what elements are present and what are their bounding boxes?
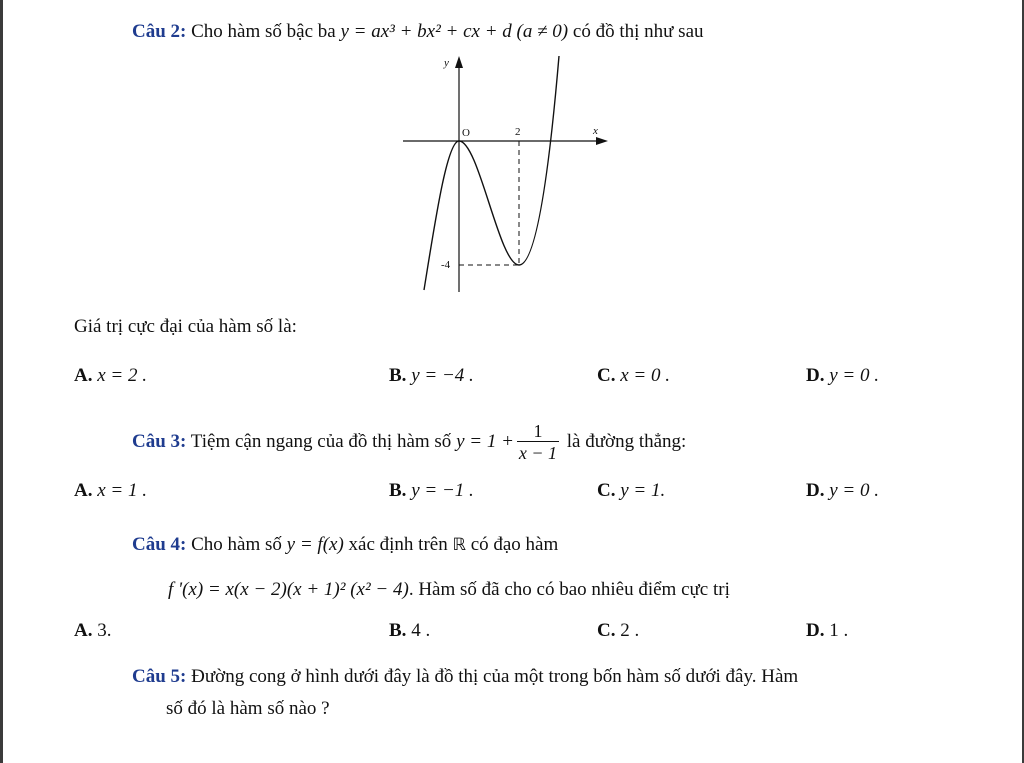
x-tick-label: 2 [515, 126, 521, 138]
q5-text-1: Đường cong ở hình dưới đây là đồ thị của một trong bốn hàm số dưới đây. Hàm [191, 666, 799, 687]
q4-option-d [806, 619, 848, 643]
fraction-denominator: x − 1 [518, 443, 558, 464]
q4-mid: xác định trên [348, 534, 448, 555]
q4-func: y = f(x) [286, 534, 344, 555]
option-label: A. [74, 480, 93, 501]
option-label: D. [806, 365, 825, 386]
cubic-curve [424, 56, 559, 290]
q3-option-b [389, 479, 474, 503]
option-text: y = −4 . [411, 365, 474, 386]
q2-question: Giá trị cực đại của hàm số là: [74, 316, 297, 337]
y-tick-label: -4 [441, 259, 451, 271]
x-axis-label: x [593, 125, 598, 137]
q2-outro: có đồ thị như sau [572, 21, 704, 42]
q4-derivative-line [168, 578, 730, 602]
q4-option-c [597, 619, 639, 643]
q2-option-b [389, 364, 474, 388]
option-label: C. [597, 365, 616, 386]
q4-intro: Cho hàm số [191, 534, 282, 555]
q3-outro: là đường thẳng: [566, 431, 687, 452]
option-label: B. [389, 365, 407, 386]
q4-outro: có đạo hàm [470, 534, 559, 555]
option-text: 4 . [411, 620, 431, 641]
q3-header [132, 416, 686, 468]
q4-question: . Hàm số đã cho có bao nhiêu điểm cực trị [408, 579, 730, 600]
option-text: x = 1 . [97, 480, 147, 501]
option-text: x = 2 . [97, 365, 147, 386]
q4-option-b [389, 619, 430, 643]
option-label: B. [389, 480, 407, 501]
q2-intro: Cho hàm số bậc ba [191, 21, 336, 42]
option-label: D. [806, 620, 825, 641]
option-text: x = 0 . [620, 365, 670, 386]
q2-label: Câu 2: [132, 21, 187, 42]
q3-option-c [597, 479, 665, 503]
q3-label: Câu 3: [132, 431, 187, 452]
fraction-numerator: 1 [517, 421, 559, 442]
q2-header [132, 20, 704, 44]
q4-real-set: ℝ [452, 535, 466, 555]
option-text: y = 1. [620, 480, 666, 501]
option-text: y = 0 . [829, 480, 879, 501]
q3-fraction [517, 421, 559, 464]
option-text: 3. [97, 620, 112, 641]
page-edge-left [0, 0, 3, 763]
q3-formula-lhs: y = 1 + [456, 431, 514, 452]
q3-option-d [806, 479, 879, 503]
option-label: B. [389, 620, 407, 641]
q2-option-d [806, 364, 879, 388]
option-label: D. [806, 480, 825, 501]
q4-label: Câu 4: [132, 534, 187, 555]
q5-line2: số đó là hàm số nào ? [166, 698, 330, 719]
q3-option-a [74, 479, 147, 503]
y-axis-arrow [455, 56, 463, 68]
q2-option-c [597, 364, 670, 388]
q2-formula: y = ax³ + bx² + cx + d (a ≠ 0) [340, 21, 569, 42]
option-text: y = −1 . [411, 480, 474, 501]
option-label: A. [74, 620, 93, 641]
origin-label: O [462, 127, 470, 139]
q5-line1 [132, 665, 798, 689]
q2-option-a [74, 364, 147, 388]
option-text: 2 . [620, 620, 640, 641]
option-label: C. [597, 480, 616, 501]
y-axis-label: y [444, 57, 449, 69]
q5-label: Câu 5: [132, 666, 187, 687]
q4-option-a [74, 619, 111, 643]
q3-intro: Tiệm cận ngang của đồ thị hàm số [190, 431, 452, 452]
q4-header [132, 533, 558, 557]
q4-derivative: f '(x) = x(x − 2)(x + 1)² (x² − 4) [168, 579, 409, 600]
option-label: A. [74, 365, 93, 386]
option-text: 1 . [829, 620, 849, 641]
cubic-graph [395, 52, 615, 297]
x-axis-arrow [596, 137, 608, 145]
option-label: C. [597, 620, 616, 641]
option-text: y = 0 . [829, 365, 879, 386]
